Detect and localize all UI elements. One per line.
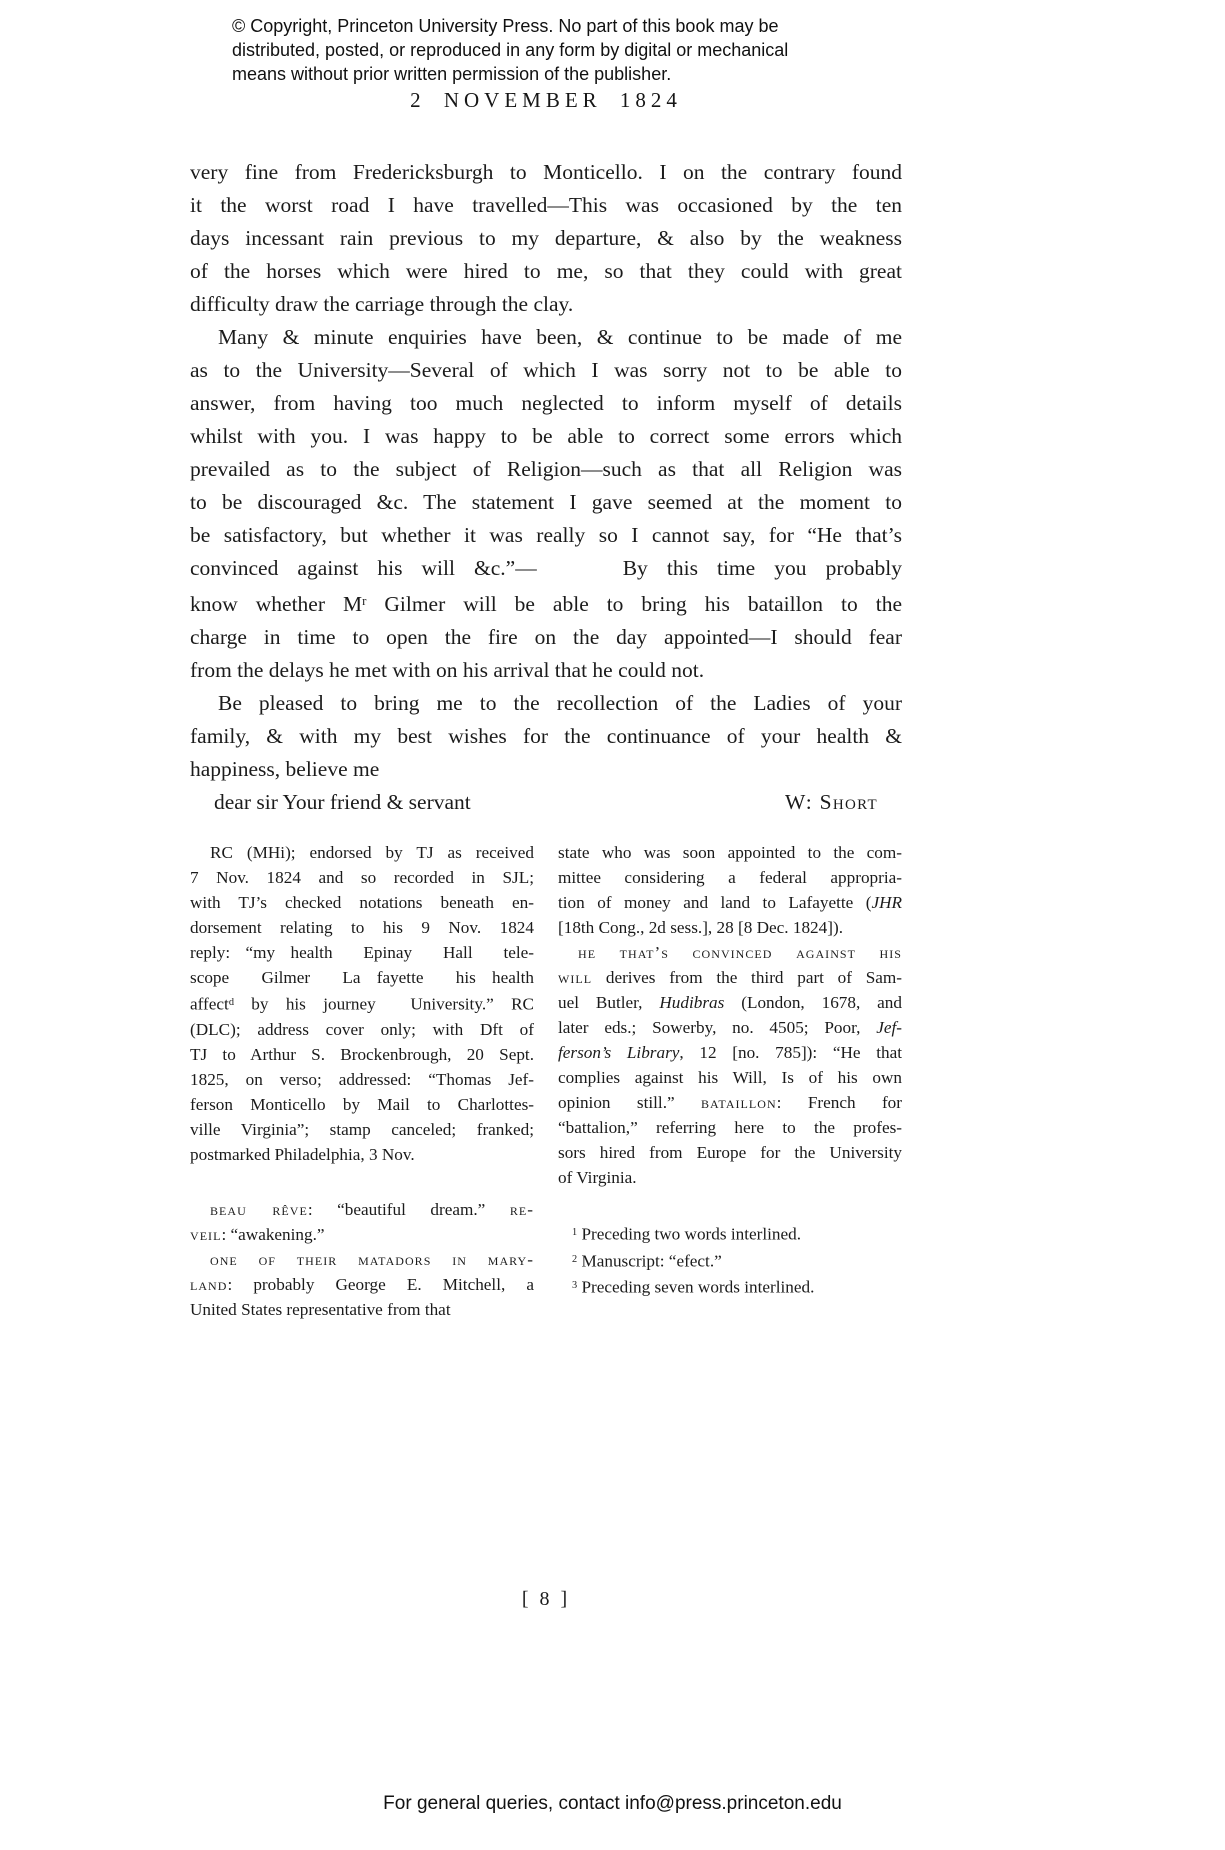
matadors-note: one of their matadors in mary- land: probably George E. Mitchell, a United States representative from that [190, 1249, 534, 1319]
letter-paragraph-2: Many & minute enquiries have been, & continue to be made of me as to the University—Several of which I was sorry not to be able to answer, from having too much neglected to inform myself of details whilst with you. I was happy to be able to correct some errors which prevailed as to the subject of Religion—such as that all Religion was to be discouraged &c. The statement I gave seemed at the moment to be satisfactory, but whether it was really so I cannot say, for “He that’s convinced against his will &c.”— By this time you probably know whether $M^r$ Gilmer will be able to bring his bataillon to the charge in time to open the fire on the day appointed—I should fear from the delays he met with on his arrival that he could not. [190, 325, 902, 682]
editorial-notes [190, 840, 902, 1322]
letter-body [190, 156, 902, 819]
signature-salutation: dear sir Your friend & servant [214, 789, 471, 814]
footnote-3: $^3$ Preceding seven words interlined. [572, 1277, 815, 1297]
beau-reve-note: beau rêve: “beautiful dream.” re- veil: “awakening.” [190, 1199, 534, 1244]
provenance-note: RC (MHi); endorsed by TJ as received 7 Nov. 1824 and so recorded in SJL; with TJ’s checked notations beneath en- dorsement relating to his 9 Nov. 1824 reply: “my health Epinay Hall tele- scope Gilmer La fayette his health affect$^d$ by his journey University.” RC (DLC); address cover only; with Dft of TJ to Arthur S. Brockenbrough, 20 Sept. 1825, on verso; addressed: “Thomas Jef- ferson Monticello by Mail to Charlottes- ville Virginia”; stamp canceled; franked; postmarked Philadelphia, 3 Nov. [190, 843, 534, 1164]
footer-contact: For general queries, contact info@press.princeton.edu [383, 1793, 842, 1814]
page-number: [ 8 ] [521, 1588, 571, 1610]
matadors-note-continuation: state who was soon appointed to the com- mittee considering a federal appropria- tion of money and land to Lafayette (JHR [18th Cong., 2d sess.], 28 [8 Dec. 1824]). [558, 843, 902, 937]
letter-paragraph-1: very fine from Fredericksburgh to Monticello. I on the contrary found it the worst road I have travelled—This was occasioned by the ten days incessant rain previous to my departure, & also by the weakness of the horses which were hired to me, so that they could with great difficulty draw the carriage through the clay. [190, 160, 902, 316]
signer-name: W: Short [784, 789, 878, 814]
date-header: 2 NOVEMBER 1824 [410, 88, 682, 112]
signature-line [190, 786, 902, 819]
letter-paragraph-3: Be pleased to bring me to the recollection of the Ladies of your family, & with my best wishes for the continuance of your health & happiness, believe me [190, 690, 902, 781]
notes-right-column [558, 840, 902, 1322]
notes-left-column [190, 840, 534, 1322]
hudibras-note: he that’s convinced against his will derives from the third part of Sam- uel Butler, Hudibras (London, 1678, and later eds.; Sowerby, no. 4505; Poor, Jef- ferson’s Library, 12 [no. 785]): “He that complies against his Will, Is of his own opinion still.” bataillon: French for “battalion,” referring here to the profes- sors hired from Europe for the University of Virginia. [558, 943, 902, 1187]
footnote-1: $^1$ Preceding two words interlined. [572, 1224, 802, 1244]
copyright-notice: © Copyright, Princeton University Press. No part of this book may be distributed, posted, or reproduced in any form by digital or mechanical means without prior written permission of the publisher. [232, 16, 789, 84]
footnote-2: $^2$ Manuscript: “efect.” [572, 1251, 722, 1271]
